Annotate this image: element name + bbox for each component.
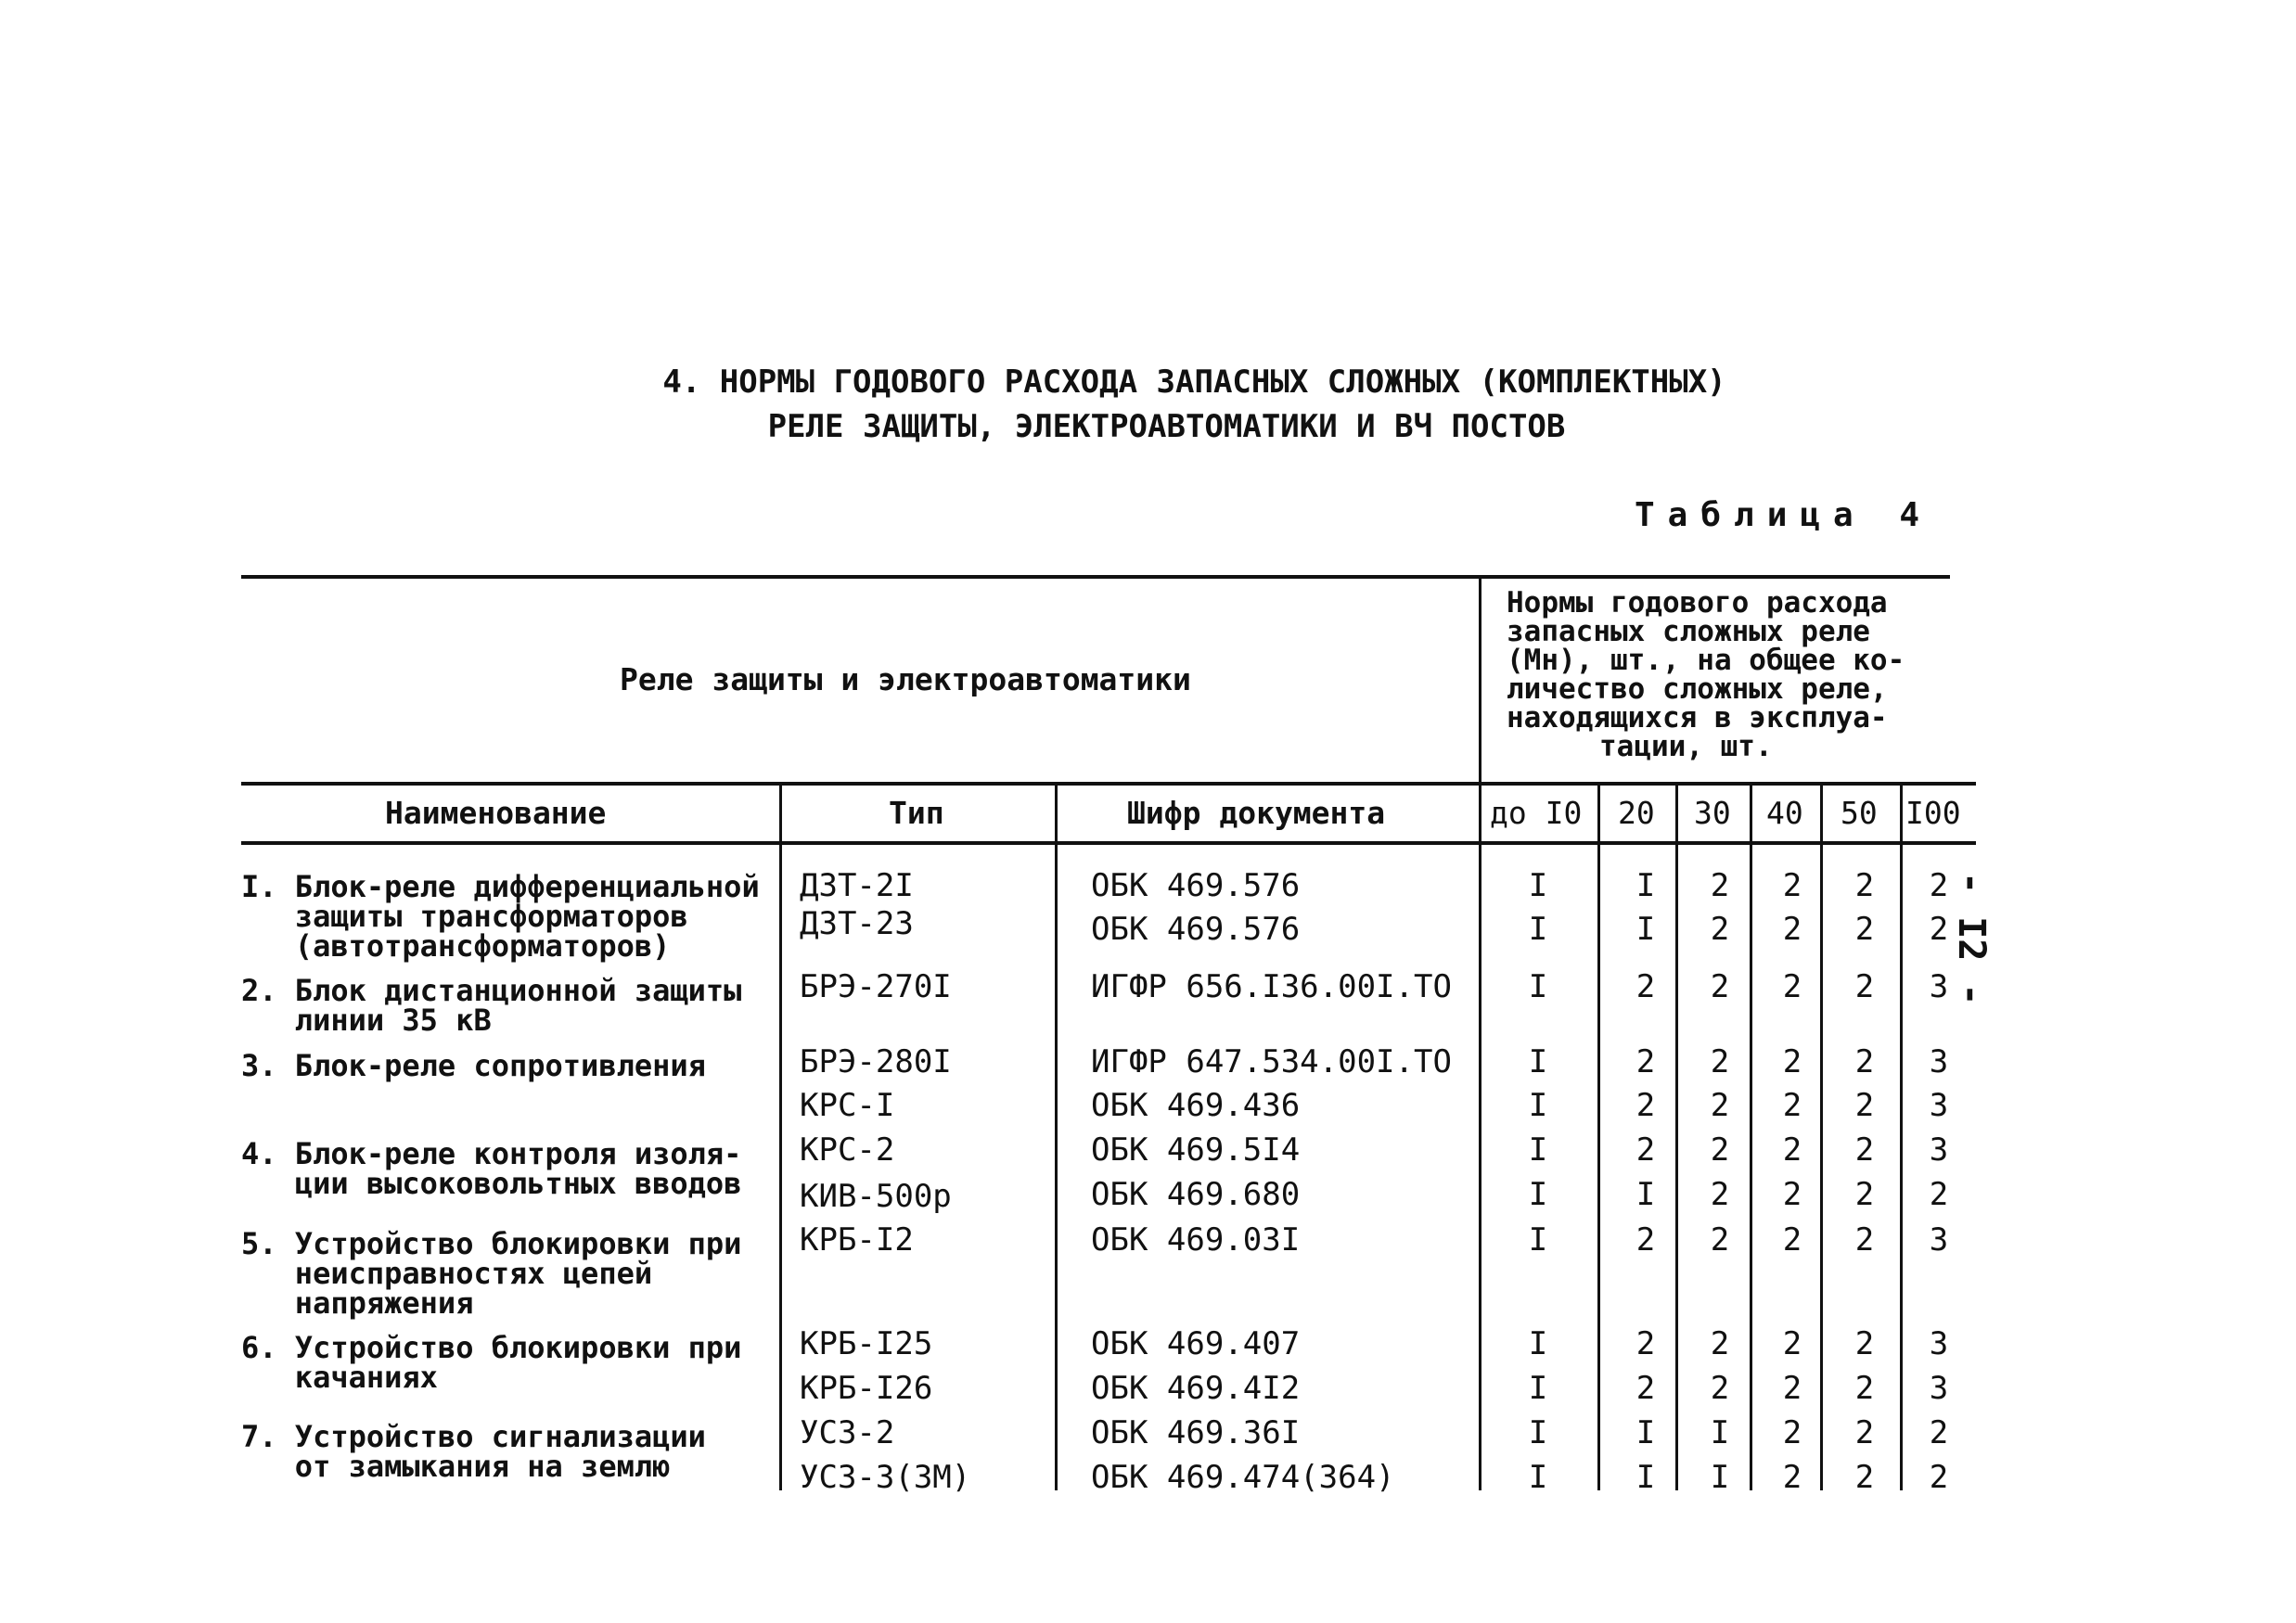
norm-header-line-3: (Mн), шт., на общее ко- <box>1507 644 1905 677</box>
table-row-value-20: 2 <box>1635 1221 1656 1259</box>
table-row-value-30: I <box>1710 1459 1730 1496</box>
table-row-doc: ОБК 469.680 <box>1091 1176 1301 1213</box>
table-row-value-10: I <box>1528 911 1548 948</box>
table-row-doc: ОБК 469.576 <box>1091 911 1301 948</box>
table-row-value-100: 3 <box>1929 968 1949 1005</box>
table-row-value-10: I <box>1528 867 1548 904</box>
col-header-50: 50 <box>1841 795 1878 831</box>
col-header-doc: Шифр документа <box>1127 795 1386 831</box>
table-row-value-100: 3 <box>1929 1221 1949 1259</box>
table-row-doc: ИГФР 656.I36.00I.ТО <box>1091 968 1452 1005</box>
table-row-value-30: I <box>1710 1414 1730 1451</box>
table-row-value-100: 3 <box>1929 1370 1949 1407</box>
document-title-line-1: 4. НОРМЫ ГОДОВОГО РАСХОДА ЗАПАСНЫХ СЛОЖНЫХ (КОМПЛЕКТНЫХ) <box>662 364 1726 401</box>
page-number: - I2 - <box>1950 872 1993 1006</box>
table-row-value-100: 3 <box>1929 1325 1949 1362</box>
col-divider-30 <box>1675 784 1678 1490</box>
table-row-value-40: 2 <box>1782 867 1802 904</box>
col-header-type: Тип <box>889 795 944 831</box>
table-row-value-30: 2 <box>1710 1176 1730 1213</box>
table-row-value-30: 2 <box>1710 1043 1730 1080</box>
col-header-40: 40 <box>1766 795 1803 831</box>
table-row-doc: ОБК 469.4I2 <box>1091 1370 1301 1407</box>
table-row-name: 3. Блок-реле сопротивления <box>241 1048 706 1083</box>
col-header-100: I00 <box>1905 795 1961 831</box>
col-header-name: Наименование <box>385 795 607 831</box>
table-row-value-10: I <box>1528 968 1548 1005</box>
table-row-value-10: I <box>1528 1459 1548 1496</box>
table-row-value-100: 2 <box>1929 1459 1949 1496</box>
table-row-value-100: 2 <box>1929 911 1949 948</box>
table-row-value-100: 3 <box>1929 1043 1949 1080</box>
table-row-value-50: 2 <box>1854 1414 1875 1451</box>
table-row-type: КИВ-500р <box>800 1178 952 1215</box>
table-row-value-30: 2 <box>1710 968 1730 1005</box>
table-row-value-50: 2 <box>1854 1176 1875 1213</box>
table-row-value-20: 2 <box>1635 1370 1656 1407</box>
table-row-value-50: 2 <box>1854 968 1875 1005</box>
table-row-value-10: I <box>1528 1087 1548 1124</box>
table-row-value-40: 2 <box>1782 968 1802 1005</box>
group-divider <box>1479 577 1481 1490</box>
table-row-value-100: 3 <box>1929 1087 1949 1124</box>
table-row-name: 7. Устройство сигнализации от замыкания на землю <box>241 1419 706 1484</box>
table-row-value-40: 2 <box>1782 911 1802 948</box>
table-row-value-20: I <box>1635 867 1656 904</box>
table-row-value-30: 2 <box>1710 867 1730 904</box>
table-row-value-40: 2 <box>1782 1221 1802 1259</box>
table-row-value-50: 2 <box>1854 1043 1875 1080</box>
norm-header-line-5: находящихся в эксплуа- <box>1507 701 1888 735</box>
table-top-rule <box>241 575 1950 579</box>
table-row-value-20: 2 <box>1635 968 1656 1005</box>
table-row-value-10: I <box>1528 1176 1548 1213</box>
table-row-value-10: I <box>1528 1131 1548 1169</box>
table-row-value-20: I <box>1635 1414 1656 1451</box>
norm-header-line-2: запасных сложных реле <box>1507 615 1870 648</box>
table-row-value-20: 2 <box>1635 1325 1656 1362</box>
table-row-value-50: 2 <box>1854 1459 1875 1496</box>
table-row-type: КРС-2 <box>800 1131 895 1169</box>
table-row-value-100: 2 <box>1929 867 1949 904</box>
table-row-doc: ОБК 469.407 <box>1091 1325 1301 1362</box>
group-header-relays: Реле защиты и электроавтоматики <box>620 661 1191 697</box>
table-row-value-30: 2 <box>1710 911 1730 948</box>
col-divider-20 <box>1597 784 1600 1490</box>
table-label: Таблица 4 <box>1635 496 1933 534</box>
table-row-value-100: 2 <box>1929 1176 1949 1213</box>
col-divider-100 <box>1900 784 1903 1490</box>
table-row-value-30: 2 <box>1710 1131 1730 1169</box>
table-row-name: 6. Устройство блокировки при качаниях <box>241 1330 742 1395</box>
table-row-doc: ОБК 469.576 <box>1091 867 1301 904</box>
table-row-value-50: 2 <box>1854 1325 1875 1362</box>
norm-header-line-4: личество сложных реле, <box>1507 672 1888 706</box>
table-row-type: УСЗ-3(3М) <box>800 1459 971 1496</box>
table-row-value-40: 2 <box>1782 1414 1802 1451</box>
table-row-doc: ОБК 469.436 <box>1091 1087 1301 1124</box>
table-row-value-40: 2 <box>1782 1043 1802 1080</box>
table-row-value-50: 2 <box>1854 867 1875 904</box>
table-row-value-40: 2 <box>1782 1459 1802 1496</box>
table-row-value-20: I <box>1635 1459 1656 1496</box>
table-row-name: 2. Блок дистанционной защиты линии 35 кВ <box>241 973 742 1038</box>
table-row-doc: ОБК 469.474(364) <box>1091 1459 1395 1496</box>
norm-header-line-1: Нормы годового расхода <box>1507 586 1888 620</box>
table-row-value-20: 2 <box>1635 1131 1656 1169</box>
table-row-name: 4. Блок-реле контроля изоля- ции высоковольтных вводов <box>241 1136 742 1201</box>
table-row-type: КРБ-I2 <box>800 1221 914 1259</box>
table-row-value-40: 2 <box>1782 1087 1802 1124</box>
table-row-value-30: 2 <box>1710 1370 1730 1407</box>
table-row-type: ДЗТ-2I <box>800 867 914 904</box>
table-row-type: ДЗТ-23 <box>800 905 914 942</box>
table-row-doc: ИГФР 647.534.00I.ТО <box>1091 1043 1452 1080</box>
table-row-type: КРБ-I25 <box>800 1325 933 1362</box>
table-row-value-30: 2 <box>1710 1087 1730 1124</box>
table-row-type: КРБ-I26 <box>800 1370 933 1407</box>
table-row-value-50: 2 <box>1854 1131 1875 1169</box>
table-row-doc: ОБК 469.36I <box>1091 1414 1301 1451</box>
table-row-value-30: 2 <box>1710 1221 1730 1259</box>
col-divider-40 <box>1750 784 1752 1490</box>
table-row-value-20: 2 <box>1635 1087 1656 1124</box>
table-row-value-50: 2 <box>1854 1221 1875 1259</box>
table-row-value-40: 2 <box>1782 1131 1802 1169</box>
table-row-value-100: 3 <box>1929 1131 1949 1169</box>
table-row-value-10: I <box>1528 1414 1548 1451</box>
table-row-value-50: 2 <box>1854 1370 1875 1407</box>
table-row-value-100: 2 <box>1929 1414 1949 1451</box>
col-divider-doc <box>1055 784 1058 1490</box>
table-row-type: БРЭ-280I <box>800 1043 952 1080</box>
table-row-doc: ОБК 469.5I4 <box>1091 1131 1301 1169</box>
group-header-norms <box>1507 586 1905 763</box>
table-row-value-10: I <box>1528 1221 1548 1259</box>
table-row-value-40: 2 <box>1782 1176 1802 1213</box>
header-group-rule <box>241 782 1976 786</box>
header-bottom-rule <box>241 841 1976 845</box>
table-row-name: I. Блок-реле дифференциальной защиты трансформаторов (автотрансформаторов) <box>241 869 760 964</box>
table-row-value-40: 2 <box>1782 1325 1802 1362</box>
table-row-value-50: 2 <box>1854 1087 1875 1124</box>
table-row-doc: ОБК 469.03I <box>1091 1221 1301 1259</box>
table-row-value-10: I <box>1528 1043 1548 1080</box>
col-divider-50 <box>1820 784 1823 1490</box>
table-row-value-30: 2 <box>1710 1325 1730 1362</box>
document-title-line-2: РЕЛЕ ЗАЩИТЫ, ЭЛЕКТРОАВТОМАТИКИ И ВЧ ПОСТОВ <box>767 408 1566 445</box>
table-row-value-20: I <box>1635 1176 1656 1213</box>
table-row-type: УСЗ-2 <box>800 1414 895 1451</box>
table-row-value-10: I <box>1528 1325 1548 1362</box>
table-row-value-10: I <box>1528 1370 1548 1407</box>
col-header-30: 30 <box>1694 795 1731 831</box>
table-row-value-50: 2 <box>1854 911 1875 948</box>
col-divider-type <box>779 784 782 1490</box>
norm-header-line-6: тации, шт. <box>1599 730 1773 763</box>
table-row-type: БРЭ-270I <box>800 968 952 1005</box>
col-header-20: 20 <box>1618 795 1655 831</box>
table-row-value-40: 2 <box>1782 1370 1802 1407</box>
table-row-value-20: 2 <box>1635 1043 1656 1080</box>
col-header-up-to-10: до I0 <box>1490 795 1583 831</box>
table-row-value-20: I <box>1635 911 1656 948</box>
table-row-name: 5. Устройство блокировки при неисправностях цепей напряжения <box>241 1226 742 1321</box>
table-row-type: КРС-I <box>800 1087 895 1124</box>
